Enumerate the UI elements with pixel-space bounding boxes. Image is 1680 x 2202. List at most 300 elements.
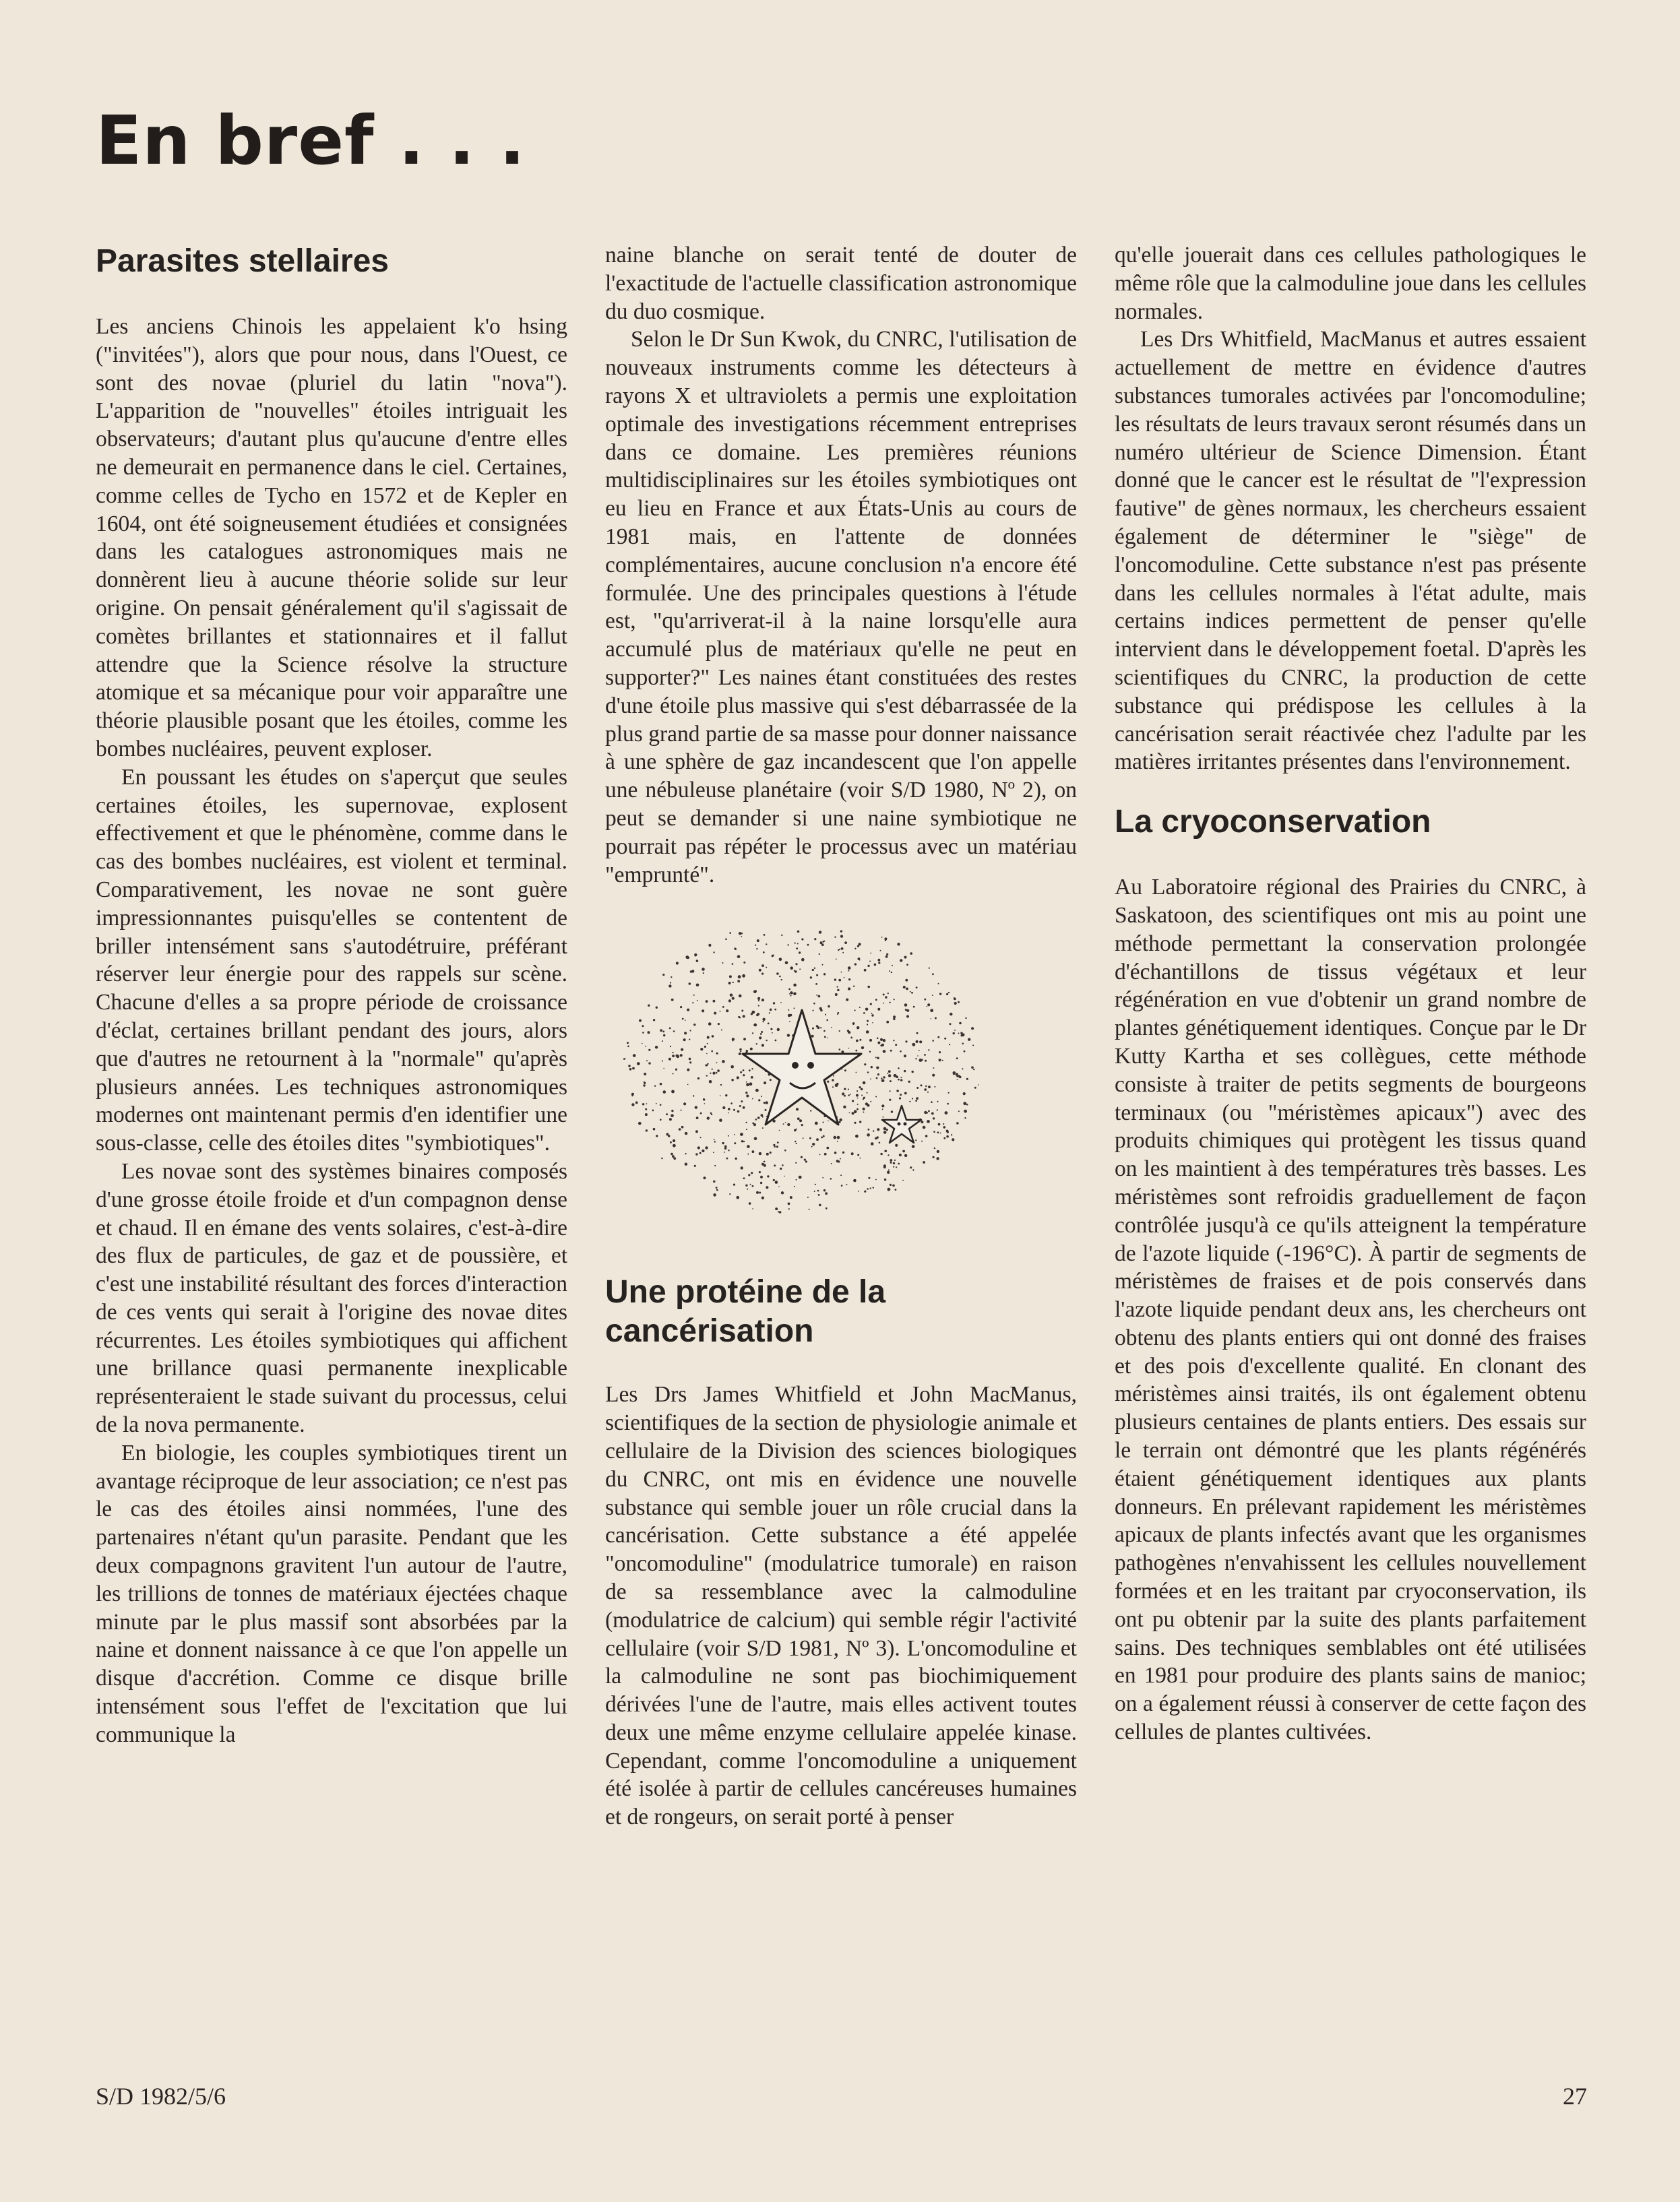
stipple-dot — [779, 1130, 780, 1131]
stipple-dot — [888, 1071, 891, 1073]
stipple-dot — [956, 1123, 959, 1125]
stipple-dot — [660, 1030, 662, 1032]
stipple-dot — [642, 1103, 644, 1105]
stipple-dot — [898, 1163, 900, 1165]
stipple-dot — [896, 1090, 899, 1093]
stipple-dot — [712, 1035, 714, 1038]
stipple-dot — [841, 947, 844, 950]
stipple-dot — [872, 1022, 873, 1024]
stipple-dot — [894, 999, 895, 1001]
stipple-dot — [856, 1072, 857, 1073]
stipple-dot — [943, 1137, 945, 1139]
stipple-dot — [853, 986, 854, 987]
stipple-dot — [734, 1134, 735, 1135]
stipple-dot — [671, 999, 674, 1001]
stipple-dot — [764, 934, 766, 936]
stipple-dot — [859, 943, 861, 946]
stipple-dot — [817, 1190, 819, 1192]
stipple-dot — [746, 1081, 747, 1083]
stipple-dot — [646, 1130, 648, 1132]
stipple-dot — [944, 1038, 946, 1040]
stipple-dot — [760, 1176, 763, 1178]
stipple-dot — [770, 1079, 772, 1081]
stipple-dot — [890, 1162, 892, 1164]
stipple-dot — [935, 1017, 937, 1019]
stipple-dot — [861, 1046, 864, 1049]
stipple-dot — [824, 1153, 827, 1156]
stipple-dot — [689, 983, 691, 986]
stipple-dot — [722, 1060, 725, 1063]
stipple-dot — [693, 1096, 694, 1097]
stipple-dot — [656, 1007, 658, 1009]
stipple-dot — [880, 950, 881, 951]
stipple-dot — [756, 1014, 758, 1016]
stipple-dot — [956, 1076, 958, 1077]
stipple-dot — [799, 952, 801, 954]
stipple-dot — [838, 1121, 840, 1123]
stipple-dot — [826, 1147, 829, 1150]
stipple-dot — [702, 1010, 704, 1013]
stipple-dot — [877, 1042, 880, 1044]
stipple-dot — [840, 1175, 842, 1176]
stipple-dot — [926, 1112, 928, 1114]
stipple-dot — [713, 1181, 715, 1183]
stipple-dot — [648, 1063, 650, 1065]
stipple-dot — [956, 1058, 958, 1060]
stipple-dot — [932, 1074, 935, 1077]
stipple-dot — [766, 1153, 769, 1156]
stipple-dot — [910, 953, 912, 955]
stipple-dot — [888, 1170, 890, 1171]
stipple-dot — [841, 972, 842, 973]
stipple-dot — [750, 1048, 753, 1050]
stipple-dot — [885, 940, 886, 941]
stipple-dot — [940, 1133, 941, 1134]
stipple-dot — [962, 1034, 965, 1037]
stipple-dot — [814, 1191, 815, 1192]
stipple-dot — [803, 1138, 804, 1139]
stipple-dot — [704, 1046, 706, 1048]
stipple-dot — [739, 932, 741, 935]
stipple-dot — [752, 1123, 754, 1125]
stipple-dot — [895, 1144, 898, 1147]
stipple-dot — [903, 986, 906, 988]
stipple-dot — [627, 1046, 629, 1048]
stipple-dot — [790, 995, 792, 997]
stipple-dot — [943, 1126, 946, 1129]
stipple-dot — [684, 1032, 687, 1035]
stipple-dot — [728, 1135, 729, 1137]
stipple-dot — [833, 1075, 834, 1077]
stipple-dot — [679, 1129, 681, 1131]
stipple-dot — [848, 1031, 850, 1034]
stipple-dot — [884, 1150, 887, 1153]
stipple-dot — [784, 1176, 785, 1177]
stipple-dot — [813, 1010, 814, 1011]
stipple-dot — [740, 1133, 743, 1136]
stipple-dot — [699, 1152, 702, 1154]
stipple-dot — [767, 1176, 769, 1178]
stipple-dot — [645, 1113, 648, 1116]
stipple-dot — [925, 1135, 928, 1138]
stipple-dot — [927, 1006, 928, 1007]
stipple-dot — [895, 1189, 897, 1191]
stipple-dot — [954, 998, 956, 1001]
stipple-dot — [924, 999, 926, 1001]
stipple-dot — [785, 1122, 786, 1123]
stipple-dot — [820, 942, 823, 945]
stipple-dot — [939, 1051, 941, 1053]
stipple-dot — [661, 1158, 662, 1159]
stipple-dot — [839, 1049, 841, 1051]
stipple-dot — [653, 1128, 656, 1131]
stipple-dot — [707, 1036, 710, 1039]
stipple-dot — [762, 1127, 764, 1129]
stipple-dot — [710, 1073, 711, 1074]
paragraph: Les anciens Chinois les appelaient k'o hsing ("invitées"), alors que pour nous, dans l'Ouest, ce sont des novae (pluriel du latin "nova"). L'apparition de "nouvelles" étoiles intriguait les observateurs; d'autant plus qu'aucune d'entre elles ne demeurait en permanence dans le ciel. Certaines, comme celles de Tycho en 1572 et de Kepler en 1604, ont été soigneusement étudiées et consignées dans les catalogues astronomiques mais ne donnèrent lieu à aucune théorie solide sur leur origine. On pensait généralement qu'il s'agissait de comètes brillantes et stationnaires et il fallut attendre que la Science résolve la structure atomique et sa mécanique pour voir apparaître une théorie plausible posant que les étoiles, comme les bombes nucléaires, peuvent exploser. — [96, 314, 567, 761]
stipple-dot — [868, 1129, 870, 1131]
stipple-dot — [921, 1085, 923, 1087]
stipple-dot — [790, 1196, 792, 1199]
stipple-dot — [934, 1147, 935, 1149]
stipple-dot — [885, 955, 888, 958]
stipple-dot — [830, 1178, 832, 1180]
stipple-dot — [770, 1009, 772, 1011]
stipple-dot — [931, 1112, 934, 1115]
stipple-dot — [696, 1117, 699, 1120]
stipple-dot — [775, 1207, 778, 1210]
stipple-dot — [884, 1178, 886, 1181]
stipple-dot — [716, 1072, 718, 1074]
stipple-dot — [779, 976, 781, 978]
stipple-dot — [788, 1014, 791, 1017]
stipple-dot — [848, 970, 849, 972]
stipple-dot — [646, 1061, 648, 1062]
stipple-dot — [734, 948, 736, 950]
stipple-dot — [737, 980, 740, 983]
stipple-dot — [886, 953, 888, 955]
stipple-dot — [857, 1154, 859, 1156]
stipple-dot — [730, 1065, 734, 1069]
stipple-dot — [712, 1072, 715, 1075]
stipple-dot — [906, 988, 908, 990]
stipple-dot — [716, 1063, 718, 1064]
stipple-dot — [899, 1098, 901, 1100]
stipple-dot — [766, 1102, 768, 1104]
stipple-dot — [788, 1208, 790, 1209]
stipple-dot — [716, 1189, 718, 1191]
stipple-dot — [746, 1083, 749, 1087]
stipple-dot — [739, 1105, 741, 1107]
stipple-dot — [848, 1089, 849, 1090]
stipple-dot — [978, 1085, 979, 1086]
stipple-dot — [697, 1000, 698, 1001]
stipple-dot — [865, 1103, 868, 1106]
stipple-dot — [644, 1082, 646, 1084]
stipple-dot — [789, 994, 790, 995]
stipple-dot — [687, 957, 689, 960]
stipple-dot — [945, 1112, 948, 1115]
stipple-dot — [928, 1110, 930, 1112]
stipple-dot — [751, 1172, 753, 1174]
stipple-dot — [906, 964, 908, 966]
stipple-dot — [958, 1001, 960, 1003]
paragraph: Les Drs James Whitfield et John MacManus, scientifiques de la section de physiologie animale et cellulaire de la Division des sciences biologiques du CNRC, ont mis en évidence une nouvelle substance qui semble jouer un rôle crucial dans la cancérisation. Cette substance a été appelée "oncomoduline" (modulatrice tumorale) en raison de sa ressemblance avec la calmoduline (modulatrice de calcium) qui semble régir l'activité cellulaire (voir S/D 1981, Nº 3). L'oncomoduline et la calmoduline ne sont pas biochimiquement dérivées l'une de l'autre, mais elles activent toutes deux une même enzyme cellulaire appelée kinase. Cependant, comme l'oncomoduline a uniquement été isolée à partir de cellules cancéreuses humaines et de rongeurs, on serait porté à penser — [605, 1382, 1077, 1830]
stipple-dot — [790, 992, 793, 995]
stipple-dot — [743, 1178, 745, 1180]
stipple-dot — [776, 1146, 778, 1148]
stipple-dot — [818, 995, 821, 998]
stipple-dot — [925, 1060, 927, 1062]
stipple-dot — [722, 962, 724, 964]
stipple-dot — [815, 1122, 818, 1125]
stipple-dot — [768, 1023, 770, 1025]
stipple-dot — [857, 1098, 859, 1099]
stipple-dot — [660, 1104, 662, 1106]
stipple-dot — [848, 967, 851, 970]
stipple-dot — [766, 1040, 768, 1041]
stipple-dot — [814, 968, 815, 969]
stipple-dot — [797, 1118, 800, 1121]
stipple-dot — [793, 993, 797, 996]
stipple-dot — [702, 968, 705, 972]
stipple-dot — [689, 1039, 690, 1040]
stipple-dot — [887, 1171, 890, 1174]
stipple-dot — [720, 1096, 721, 1097]
stipple-dot — [848, 1048, 850, 1049]
stipple-dot — [881, 1105, 884, 1108]
stipple-dot — [842, 1152, 844, 1154]
stipple-dot — [773, 1003, 775, 1005]
stipple-dot — [733, 982, 734, 983]
stipple-dot — [835, 993, 838, 996]
stipple-dot — [743, 1069, 745, 1071]
stipple-dot — [718, 1023, 720, 1025]
stipple-dot — [788, 1203, 790, 1205]
stipple-dot — [801, 958, 805, 962]
stipple-dot — [867, 1072, 869, 1074]
stipple-dot — [850, 1037, 852, 1039]
stipple-dot — [756, 948, 757, 949]
stipple-dot — [714, 1141, 716, 1143]
stipple-dot — [752, 1151, 755, 1154]
stipple-dot — [644, 1073, 646, 1075]
stipple-dot — [703, 1098, 704, 1100]
stipple-dot — [910, 991, 911, 993]
paragraph: Selon le Dr Sun Kwok, du CNRC, l'utilisation de nouveaux instruments comme les détecteurs à rayons X et ultraviolets a permis une exploitation optimale des investigations récemment entreprises dans ce domaine. Les premières réunions multidisciplinaires sur les étoiles symbiotiques ont eu lieu en France et aux États-Unis au cours de 1981 mais, en l'attente de données complémentaires, aucune conclusion n'a encore été formulée. Une des principales questions à l'étude est, "qu'arriverat-il à la naine lorsqu'elle aura accumulé plus de matériaux qu'elle ne peut en supporter?" Les naines étant constituées des restes d'une étoile plus massive qui s'est débarrassée de la plus grand partie de sa masse pour donner naissance à une sphère de gaz incandescent que l'on appelle une nébuleuse planétaire (voir S/D 1980, Nº 2), on peut se demander si une naine symbiotique ne pourrait pas répéter le processus avec un matériau "emprunté". — [605, 327, 1077, 887]
stipple-dot — [867, 1092, 868, 1094]
stipple-dot — [880, 1153, 882, 1155]
stipple-dot — [670, 1046, 671, 1047]
stipple-dot — [728, 982, 731, 984]
stipple-dot — [883, 1131, 887, 1135]
stipple-dot — [823, 1135, 825, 1137]
stipple-dot — [819, 1204, 821, 1207]
stipple-dot — [642, 1026, 644, 1028]
stipple-dot — [663, 1091, 666, 1094]
stipple-dot — [825, 1193, 828, 1195]
stipple-dot — [924, 1054, 926, 1056]
stipple-dot — [912, 1043, 916, 1046]
stipple-dot — [881, 1079, 885, 1083]
stipple-dot — [852, 1100, 854, 1102]
stipple-dot — [757, 1117, 760, 1120]
stipple-dot — [932, 995, 933, 997]
stipple-dot — [937, 1132, 939, 1134]
stipple-dot — [759, 1152, 761, 1155]
stipple-dot — [883, 1127, 887, 1131]
stipple-dot — [840, 935, 843, 938]
stipple-dot — [788, 988, 790, 990]
stipple-dot — [746, 1095, 749, 1098]
stipple-dot — [748, 1174, 750, 1176]
stipple-dot — [673, 1158, 676, 1160]
stipple-dot — [838, 979, 841, 982]
stipple-dot — [819, 953, 820, 955]
stipple-dot — [916, 1098, 919, 1100]
stipple-dot — [737, 1110, 740, 1113]
stipple-dot — [868, 1177, 870, 1179]
stipple-dot — [895, 1044, 897, 1046]
stipple-dot — [906, 1015, 909, 1018]
paragraph: qu'elle jouerait dans ces cellules pathologiques le même rôle que la calmoduline joue dans les cellules normales. — [1115, 243, 1586, 324]
stipple-dot — [894, 1160, 896, 1161]
stipple-dot — [696, 984, 699, 987]
stipple-dot — [761, 965, 764, 968]
stipple-dot — [828, 1121, 829, 1122]
column-3 — [1115, 241, 1586, 1747]
stipple-dot — [917, 1056, 919, 1057]
stipple-dot — [660, 1119, 661, 1121]
stipple-dot — [646, 1104, 648, 1105]
stipple-dot — [964, 1110, 967, 1113]
stipple-dot — [828, 1038, 829, 1039]
stipple-dot — [964, 1117, 966, 1119]
stipple-dot — [766, 967, 767, 968]
stipple-dot — [761, 1197, 764, 1199]
stipple-dot — [759, 1037, 761, 1040]
stipple-dot — [953, 1032, 955, 1034]
stipple-dot — [663, 1034, 665, 1036]
stipple-dot — [794, 1186, 795, 1187]
column-2 — [605, 241, 1077, 1831]
stipple-dot — [711, 1114, 712, 1115]
stipple-dot — [831, 1028, 832, 1029]
stipple-dot — [656, 1135, 658, 1137]
stipple-dot — [904, 956, 907, 959]
stipple-dot — [837, 1012, 839, 1014]
stipple-dot — [632, 1067, 635, 1070]
column-1 — [96, 241, 567, 1749]
stipple-dot — [683, 1103, 686, 1106]
stipple-dot — [776, 973, 779, 976]
stipple-dot — [888, 1075, 891, 1077]
stipple-dot — [912, 1145, 915, 1149]
stipple-dot — [818, 1194, 820, 1196]
stipple-dot — [892, 1185, 895, 1187]
small-star-icon — [882, 1106, 921, 1143]
stipple-dot — [741, 1100, 743, 1102]
stipple-dot — [871, 1013, 873, 1014]
stipple-dot — [764, 1102, 766, 1104]
stipple-dot — [764, 1081, 766, 1084]
stipple-dot — [905, 979, 908, 982]
stipple-dot — [796, 948, 798, 950]
stipple-dot — [946, 993, 948, 995]
stipple-dot — [721, 1030, 722, 1031]
stipple-dot — [871, 1143, 874, 1146]
stipple-dot — [669, 1119, 672, 1121]
stipple-dot — [866, 1031, 869, 1034]
stipple-dot — [844, 1070, 846, 1072]
stipple-dot — [812, 969, 814, 971]
stipple-dot — [693, 1024, 695, 1026]
stipple-dot — [724, 1145, 727, 1148]
stipple-dot — [708, 1023, 712, 1026]
stipple-dot — [877, 1038, 879, 1040]
stipple-dot — [897, 943, 900, 945]
stipple-dot — [915, 1100, 917, 1102]
stipple-dot — [733, 1109, 735, 1111]
stipple-dot — [747, 1145, 750, 1149]
stipple-dot — [929, 968, 930, 969]
stipple-dot — [739, 1052, 741, 1055]
stipple-dot — [841, 1185, 843, 1187]
stipple-dot — [642, 1043, 643, 1044]
stipple-dot — [743, 1106, 745, 1109]
stipple-dot — [812, 1028, 814, 1030]
stipple-dot — [695, 1131, 698, 1133]
stipple-dot — [766, 1187, 768, 1189]
stipple-dot — [756, 1191, 759, 1194]
stipple-dot — [889, 970, 890, 972]
stipple-dot — [927, 1120, 930, 1123]
stipple-dot — [823, 973, 826, 975]
stipple-dot — [881, 937, 883, 938]
stipple-dot — [741, 1167, 743, 1170]
stipple-dot — [804, 1159, 806, 1161]
stipple-dot — [873, 1187, 874, 1189]
stipple-dot — [937, 1036, 939, 1038]
stipple-dot — [764, 1161, 766, 1163]
stipple-dot — [821, 1137, 823, 1139]
stipple-dot — [909, 1101, 910, 1102]
stipple-dot — [888, 1155, 889, 1156]
stipple-dot — [779, 1212, 782, 1214]
paragraph: Au Laboratoire régional des Prairies du CNRC, à Saskatoon, des scientifiques ont mis au point une méthode permettant la conservation prolongée d'échantillons de tissus végétaux et leur régénération en vue d'obtenir un grand nombre de plantes génétiquement identiques. Conçue par le Dr Kutty Kartha et ses collègues, cette méthode consiste à traiter de petits segments de bourgeons terminaux (ou "méristèmes apicaux") avec des produits chimiques qui protègent les tissus quand on les maintient à des températures très basses. Les méristèmes sont refroidis graduellement de façon contrôlée jusqu'à ce qu'ils atteignent la température de l'azote liquide (-196°C). À partir de segments de méristèmes de fraises et de pois conservés dans l'azote liquide pendant deux ans, les chercheurs ont obtenu des plants entiers qui ont donné des fraises et des pois d'excellente qualité. En clonant des méristèmes ainsi traités, ils ont également obtenu plusieurs centaines de plants entiers. Des essais sur le terrain ont démontré que les plants régénérés étaient génétiquement identiques aux plants donneurs. En prélevant rapidement les méristèmes apicaux de plants infectés avant que les organismes pathogènes n'envahissent les cellules nouvellement formées et en les traitant par cryoconservation, ils ont pu obtenir par la suite des plants parfaitement sains. Des techniques semblables ont été utilisées en 1981 pour produire des plants sains de manioc; on a également réussi à conserver de cette façon des cellules de plantes cultivées. — [1115, 875, 1586, 1745]
stipple-dot — [921, 1121, 923, 1124]
stipple-dot — [719, 1119, 722, 1123]
stipple-dot — [890, 1080, 892, 1082]
stipple-dot — [894, 1074, 897, 1077]
stipple-dot — [751, 1068, 753, 1069]
stipple-dot — [953, 1071, 956, 1075]
stipple-dot — [867, 1020, 869, 1022]
stipple-dot — [673, 1031, 675, 1033]
stipple-dot — [886, 1021, 889, 1024]
stipple-dot — [962, 1043, 964, 1045]
stipple-dot — [877, 1073, 879, 1075]
stipple-dot — [623, 1059, 625, 1061]
stipple-dot — [963, 1102, 966, 1106]
stipple-dot — [728, 1150, 729, 1151]
stipple-dot — [752, 1208, 753, 1209]
stipple-dot — [852, 1112, 854, 1115]
stipple-dot — [787, 1034, 790, 1037]
stipple-dot — [730, 994, 733, 997]
stipple-dot — [819, 1154, 821, 1156]
stipple-dot — [672, 1156, 675, 1158]
